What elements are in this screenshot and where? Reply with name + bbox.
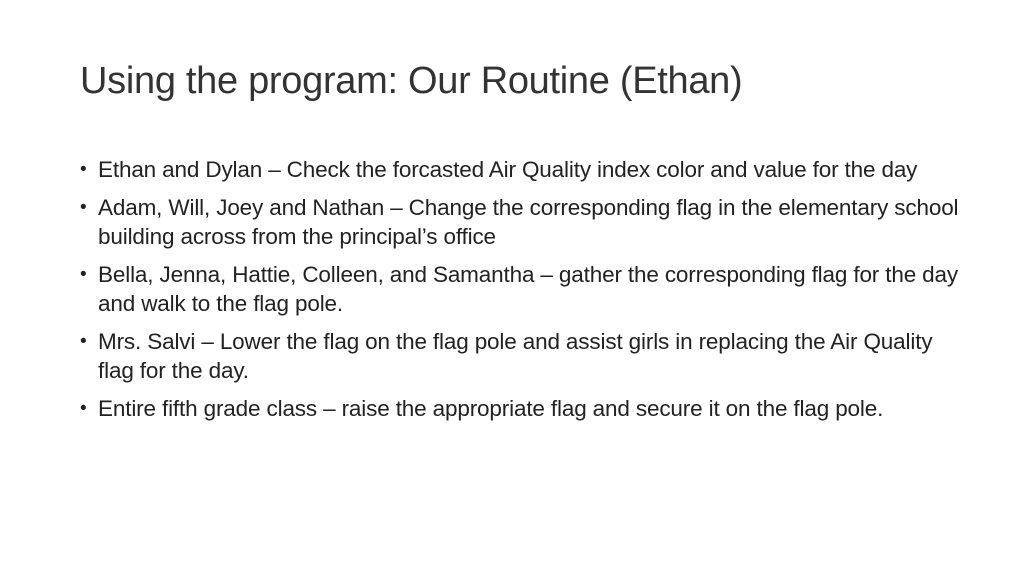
bullet-text-2: Adam, Will, Joey and Nathan – Change the corresponding flag in the elementary school building across from the principal’s office (98, 195, 959, 249)
bullet-item-1 (80, 155, 960, 184)
bullet-dot-icon: • (80, 159, 87, 180)
bullet-list (80, 155, 960, 432)
bullet-text-5: Entire fifth grade class – raise the appropriate flag and secure it on the flag pole. (98, 396, 884, 421)
bullet-dot-icon: • (80, 398, 87, 419)
bullet-item-3 (80, 260, 960, 318)
bullet-text-1: Ethan and Dylan – Check the forcasted Air Quality index color and value for the day (98, 157, 918, 182)
bullet-item-5 (80, 394, 960, 423)
bullet-dot-icon: • (80, 264, 87, 285)
bullet-item-4 (80, 327, 960, 385)
bullet-dot-icon: • (80, 331, 87, 352)
bullet-dot-icon: • (80, 197, 87, 218)
bullet-item-2 (80, 193, 960, 251)
bullet-text-4: Mrs. Salvi – Lower the flag on the flag pole and assist girls in replacing the Air Quality flag for the day. (98, 329, 933, 383)
bullet-text-3: Bella, Jenna, Hattie, Colleen, and Samantha – gather the corresponding flag for the day and walk to the flag pole. (98, 262, 959, 316)
slide-title: Using the program: Our Routine (Ethan) (80, 60, 743, 102)
